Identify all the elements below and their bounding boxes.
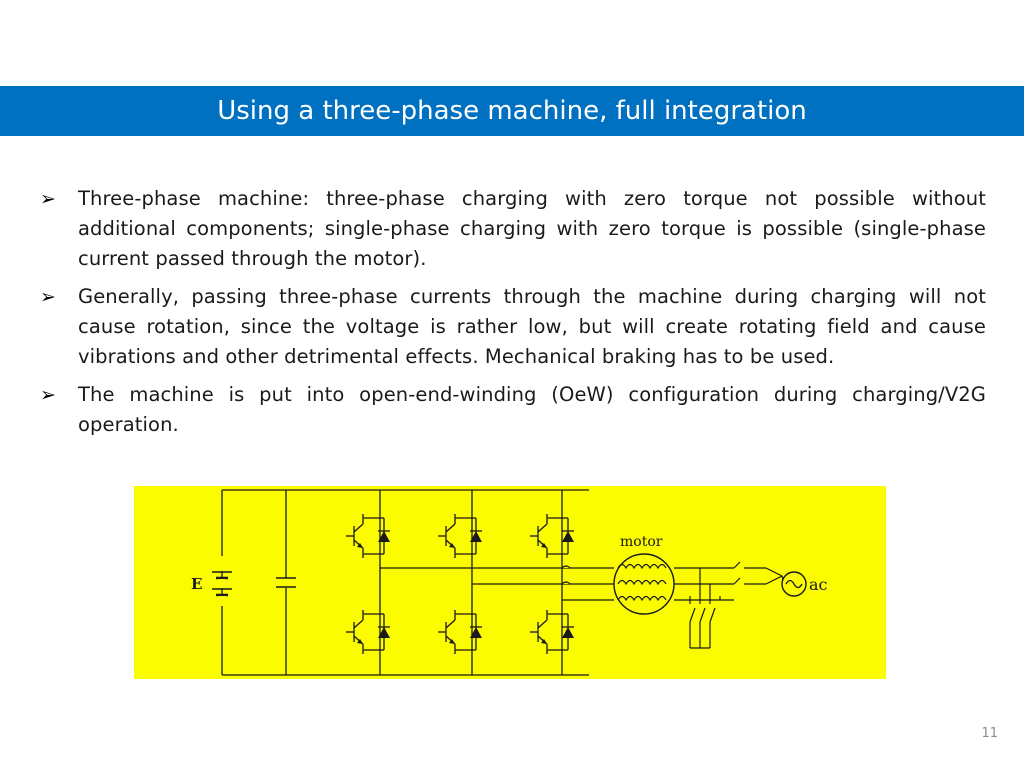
- phase-lines: [380, 566, 614, 600]
- arrow-bullet-icon: ➢: [40, 286, 56, 308]
- bullet-text: Three-phase machine: three-phase charging with zero torque not possible without additional components; single-phase charging with zero torque is possible (single-phase current passed through the motor).: [78, 187, 986, 270]
- bullet-text: Generally, passing three-phase currents through the machine during charging will not cause rotation, since the voltage is rather low, but will create rotating field and cause vibrations and other detrimental effects. Mechanical braking has to be used.: [78, 285, 986, 368]
- bullet-item: [40, 184, 986, 274]
- motor-label: motor: [620, 534, 663, 550]
- bullet-list: [40, 184, 986, 448]
- circuit-diagram-svg: [134, 486, 886, 679]
- arrow-bullet-icon: ➢: [40, 188, 56, 210]
- page-number: 11: [981, 726, 998, 741]
- grid-side-lines: [674, 562, 782, 600]
- dc-link-capacitor: [276, 578, 296, 588]
- bullet-text: The machine is put into open-end-winding (OeW) configuration during charging/V2G operation.: [78, 383, 986, 436]
- bullet-item: [40, 282, 986, 372]
- inverter-legs: [346, 490, 574, 675]
- slide-title: Using a three-phase machine, full integration: [217, 96, 807, 126]
- battery-source-symbol: [212, 556, 232, 606]
- dc-bus: [222, 490, 589, 675]
- ac-label: ac: [809, 575, 828, 594]
- ac-source-symbol: [782, 572, 806, 596]
- arrow-bullet-icon: ➢: [40, 384, 56, 406]
- circuit-diagram: [134, 486, 886, 679]
- slide-title-bar: [0, 86, 1024, 136]
- motor-symbol: [614, 554, 674, 614]
- oew-switches: [690, 568, 720, 648]
- bullet-item: [40, 380, 986, 440]
- source-label: E: [191, 575, 203, 593]
